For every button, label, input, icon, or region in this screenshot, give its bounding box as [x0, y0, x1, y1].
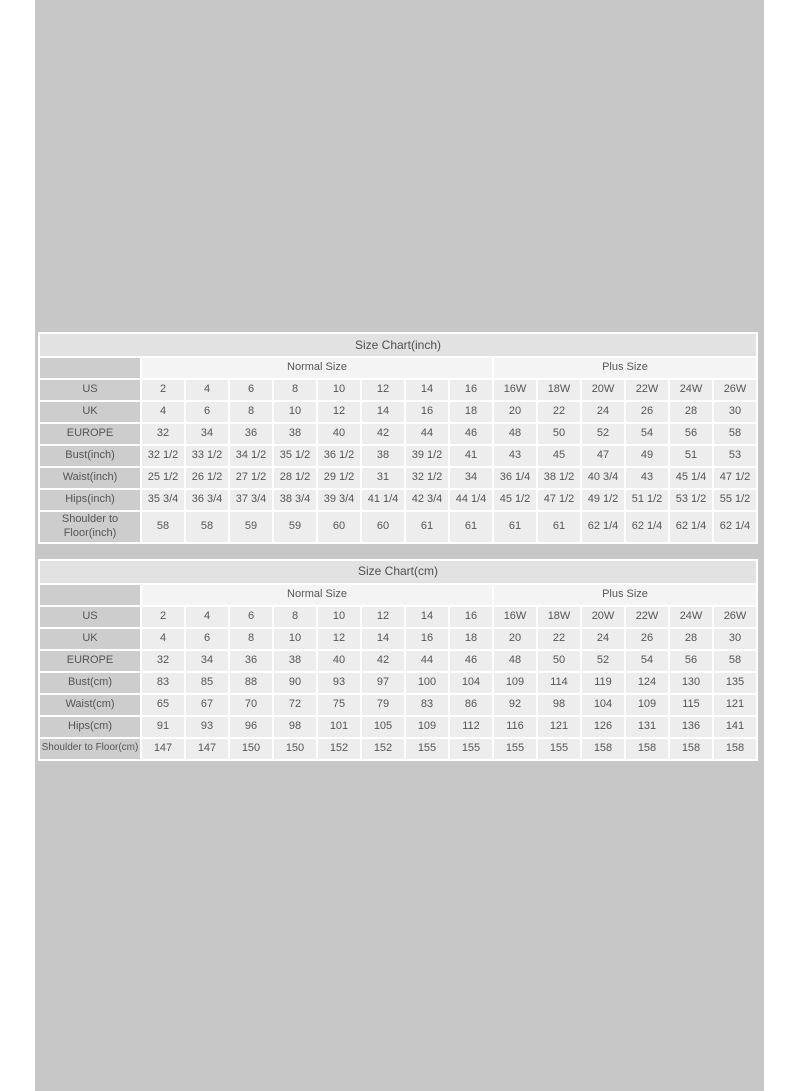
table-row [40, 607, 756, 627]
size-value-cell: 98 [274, 717, 316, 737]
size-value-cell: 14 [406, 607, 448, 627]
size-value-cell: 32 [142, 651, 184, 671]
size-value-cell: 32 1/2 [406, 468, 448, 488]
row-label: Hips(cm) [40, 717, 140, 737]
size-value-cell: 4 [142, 402, 184, 422]
size-value-cell: 10 [274, 402, 316, 422]
group-header-row [40, 585, 756, 605]
size-value-cell: 26W [714, 607, 756, 627]
size-value-cell: 16 [406, 629, 448, 649]
table-title-row [40, 561, 756, 583]
size-value-cell: 34 1/2 [230, 446, 272, 466]
size-value-cell: 18 [450, 402, 492, 422]
size-value-cell: 150 [230, 739, 272, 759]
size-value-cell: 18W [538, 380, 580, 400]
size-value-cell: 47 [582, 446, 624, 466]
size-value-cell: 92 [494, 695, 536, 715]
size-value-cell: 60 [362, 512, 404, 542]
size-value-cell: 50 [538, 651, 580, 671]
size-value-cell: 36 1/4 [494, 468, 536, 488]
size-value-cell: 14 [362, 629, 404, 649]
size-value-cell: 116 [494, 717, 536, 737]
group-header: Plus Size [494, 358, 756, 378]
size-charts-area [38, 332, 758, 761]
size-value-cell: 30 [714, 402, 756, 422]
size-value-cell: 52 [582, 424, 624, 444]
size-value-cell: 32 1/2 [142, 446, 184, 466]
size-value-cell: 100 [406, 673, 448, 693]
group-header: Plus Size [494, 585, 756, 605]
size-value-cell: 34 [186, 651, 228, 671]
size-value-cell: 55 1/2 [714, 490, 756, 510]
size-value-cell: 36 [230, 424, 272, 444]
size-value-cell: 152 [318, 739, 360, 759]
size-value-cell: 25 1/2 [142, 468, 184, 488]
table-title-row [40, 334, 756, 356]
size-value-cell: 52 [582, 651, 624, 671]
size-value-cell: 39 1/2 [406, 446, 448, 466]
size-value-cell: 16W [494, 607, 536, 627]
size-value-cell: 72 [274, 695, 316, 715]
table-row [40, 490, 756, 510]
size-value-cell: 46 [450, 651, 492, 671]
size-value-cell: 38 [362, 446, 404, 466]
size-value-cell: 46 [450, 424, 492, 444]
size-value-cell: 16 [406, 402, 448, 422]
size-value-cell: 18W [538, 607, 580, 627]
size-value-cell: 14 [406, 380, 448, 400]
row-label: Bust(cm) [40, 673, 140, 693]
size-value-cell: 20W [582, 607, 624, 627]
size-value-cell: 40 [318, 651, 360, 671]
size-value-cell: 62 1/4 [582, 512, 624, 542]
size-value-cell: 121 [714, 695, 756, 715]
size-value-cell: 155 [494, 739, 536, 759]
size-value-cell: 44 [406, 651, 448, 671]
size-value-cell: 58 [142, 512, 184, 542]
size-value-cell: 97 [362, 673, 404, 693]
size-value-cell: 20 [494, 402, 536, 422]
table-row [40, 739, 756, 759]
size-value-cell: 50 [538, 424, 580, 444]
size-value-cell: 44 1/4 [450, 490, 492, 510]
size-value-cell: 119 [582, 673, 624, 693]
size-value-cell: 109 [494, 673, 536, 693]
size-value-cell: 147 [186, 739, 228, 759]
group-header-row [40, 358, 756, 378]
size-value-cell: 31 [362, 468, 404, 488]
size-value-cell: 10 [274, 629, 316, 649]
size-value-cell: 22 [538, 402, 580, 422]
size-value-cell: 28 1/2 [274, 468, 316, 488]
size-value-cell: 88 [230, 673, 272, 693]
group-header: Normal Size [142, 585, 492, 605]
size-value-cell: 150 [274, 739, 316, 759]
size-value-cell: 16W [494, 380, 536, 400]
corner-cell [40, 358, 140, 378]
size-value-cell: 62 1/4 [670, 512, 712, 542]
corner-cell [40, 585, 140, 605]
row-label: Waist(inch) [40, 468, 140, 488]
size-value-cell: 62 1/4 [714, 512, 756, 542]
size-value-cell: 24W [670, 380, 712, 400]
size-value-cell: 109 [406, 717, 448, 737]
size-value-cell: 53 [714, 446, 756, 466]
size-value-cell: 26 1/2 [186, 468, 228, 488]
size-value-cell: 20 [494, 629, 536, 649]
size-value-cell: 47 1/2 [538, 490, 580, 510]
size-value-cell: 61 [450, 512, 492, 542]
size-value-cell: 61 [494, 512, 536, 542]
size-value-cell: 158 [582, 739, 624, 759]
size-value-cell: 38 [274, 424, 316, 444]
size-value-cell: 136 [670, 717, 712, 737]
table-row [40, 380, 756, 400]
size-value-cell: 126 [582, 717, 624, 737]
size-value-cell: 86 [450, 695, 492, 715]
size-value-cell: 12 [362, 380, 404, 400]
size-value-cell: 53 1/2 [670, 490, 712, 510]
row-label: Shoulder to Floor(inch) [40, 512, 140, 542]
size-chart-inch-table [38, 332, 758, 544]
size-value-cell: 70 [230, 695, 272, 715]
size-value-cell: 93 [318, 673, 360, 693]
size-value-cell: 152 [362, 739, 404, 759]
size-value-cell: 79 [362, 695, 404, 715]
size-value-cell: 26 [626, 402, 668, 422]
size-value-cell: 51 1/2 [626, 490, 668, 510]
size-value-cell: 58 [714, 651, 756, 671]
size-value-cell: 75 [318, 695, 360, 715]
size-value-cell: 42 [362, 424, 404, 444]
table-row [40, 629, 756, 649]
table-row [40, 468, 756, 488]
size-value-cell: 33 1/2 [186, 446, 228, 466]
size-value-cell: 67 [186, 695, 228, 715]
size-value-cell: 6 [230, 380, 272, 400]
row-label: Bust(inch) [40, 446, 140, 466]
size-value-cell: 29 1/2 [318, 468, 360, 488]
size-value-cell: 20W [582, 380, 624, 400]
size-value-cell: 37 3/4 [230, 490, 272, 510]
size-value-cell: 22W [626, 380, 668, 400]
size-value-cell: 83 [406, 695, 448, 715]
size-value-cell: 8 [274, 380, 316, 400]
size-value-cell: 135 [714, 673, 756, 693]
size-value-cell: 115 [670, 695, 712, 715]
table-row [40, 673, 756, 693]
size-value-cell: 6 [186, 629, 228, 649]
row-label: Hips(inch) [40, 490, 140, 510]
size-value-cell: 8 [230, 629, 272, 649]
table-row [40, 695, 756, 715]
size-value-cell: 16 [450, 607, 492, 627]
size-value-cell: 101 [318, 717, 360, 737]
size-value-cell: 51 [670, 446, 712, 466]
size-value-cell: 35 1/2 [274, 446, 316, 466]
size-value-cell: 112 [450, 717, 492, 737]
size-value-cell: 34 [450, 468, 492, 488]
size-value-cell: 12 [318, 402, 360, 422]
size-value-cell: 155 [538, 739, 580, 759]
size-value-cell: 124 [626, 673, 668, 693]
size-value-cell: 104 [450, 673, 492, 693]
size-value-cell: 10 [318, 380, 360, 400]
size-value-cell: 43 [626, 468, 668, 488]
size-value-cell: 42 [362, 651, 404, 671]
size-value-cell: 42 3/4 [406, 490, 448, 510]
table-title: Size Chart(cm) [40, 561, 756, 583]
size-value-cell: 36 1/2 [318, 446, 360, 466]
size-value-cell: 12 [318, 629, 360, 649]
size-value-cell: 59 [274, 512, 316, 542]
size-value-cell: 48 [494, 424, 536, 444]
size-value-cell: 104 [582, 695, 624, 715]
size-value-cell: 109 [626, 695, 668, 715]
size-value-cell: 56 [670, 651, 712, 671]
size-value-cell: 130 [670, 673, 712, 693]
size-value-cell: 54 [626, 424, 668, 444]
size-value-cell: 147 [142, 739, 184, 759]
size-value-cell: 155 [450, 739, 492, 759]
size-value-cell: 45 [538, 446, 580, 466]
size-value-cell: 8 [230, 402, 272, 422]
size-value-cell: 131 [626, 717, 668, 737]
size-value-cell: 41 1/4 [362, 490, 404, 510]
row-label: UK [40, 629, 140, 649]
size-value-cell: 114 [538, 673, 580, 693]
row-label: EUROPE [40, 424, 140, 444]
size-value-cell: 22W [626, 607, 668, 627]
size-value-cell: 24 [582, 402, 624, 422]
size-value-cell: 65 [142, 695, 184, 715]
size-value-cell: 6 [186, 402, 228, 422]
size-value-cell: 38 3/4 [274, 490, 316, 510]
table-row [40, 446, 756, 466]
size-value-cell: 59 [230, 512, 272, 542]
size-value-cell: 40 [318, 424, 360, 444]
size-value-cell: 34 [186, 424, 228, 444]
size-chart-cm-table [38, 559, 758, 761]
size-value-cell: 6 [230, 607, 272, 627]
row-label: UK [40, 402, 140, 422]
size-value-cell: 58 [186, 512, 228, 542]
size-value-cell: 12 [362, 607, 404, 627]
size-value-cell: 24W [670, 607, 712, 627]
row-label: EUROPE [40, 651, 140, 671]
size-value-cell: 61 [538, 512, 580, 542]
table-row [40, 402, 756, 422]
size-value-cell: 83 [142, 673, 184, 693]
size-value-cell: 8 [274, 607, 316, 627]
size-value-cell: 30 [714, 629, 756, 649]
size-value-cell: 62 1/4 [626, 512, 668, 542]
size-value-cell: 158 [714, 739, 756, 759]
row-label: Shoulder to Floor(cm) [40, 739, 140, 759]
size-value-cell: 18 [450, 629, 492, 649]
row-label: US [40, 607, 140, 627]
table-row [40, 424, 756, 444]
size-value-cell: 40 3/4 [582, 468, 624, 488]
size-value-cell: 58 [714, 424, 756, 444]
size-value-cell: 141 [714, 717, 756, 737]
row-label: Waist(cm) [40, 695, 140, 715]
size-value-cell: 93 [186, 717, 228, 737]
size-value-cell: 36 [230, 651, 272, 671]
table-title: Size Chart(inch) [40, 334, 756, 356]
size-value-cell: 44 [406, 424, 448, 444]
table-row [40, 651, 756, 671]
size-value-cell: 16 [450, 380, 492, 400]
size-value-cell: 121 [538, 717, 580, 737]
size-value-cell: 54 [626, 651, 668, 671]
size-value-cell: 28 [670, 402, 712, 422]
size-value-cell: 2 [142, 607, 184, 627]
size-value-cell: 98 [538, 695, 580, 715]
size-value-cell: 49 1/2 [582, 490, 624, 510]
product-image-background [35, 0, 764, 1091]
size-value-cell: 32 [142, 424, 184, 444]
size-value-cell: 48 [494, 651, 536, 671]
size-value-cell: 4 [186, 380, 228, 400]
size-value-cell: 158 [670, 739, 712, 759]
size-value-cell: 105 [362, 717, 404, 737]
size-value-cell: 39 3/4 [318, 490, 360, 510]
size-value-cell: 28 [670, 629, 712, 649]
size-value-cell: 2 [142, 380, 184, 400]
size-value-cell: 47 1/2 [714, 468, 756, 488]
size-value-cell: 155 [406, 739, 448, 759]
size-value-cell: 36 3/4 [186, 490, 228, 510]
size-value-cell: 56 [670, 424, 712, 444]
size-value-cell: 60 [318, 512, 360, 542]
size-value-cell: 26 [626, 629, 668, 649]
size-value-cell: 45 1/2 [494, 490, 536, 510]
size-value-cell: 14 [362, 402, 404, 422]
size-value-cell: 43 [494, 446, 536, 466]
size-value-cell: 41 [450, 446, 492, 466]
group-header: Normal Size [142, 358, 492, 378]
size-value-cell: 49 [626, 446, 668, 466]
size-value-cell: 158 [626, 739, 668, 759]
size-value-cell: 4 [142, 629, 184, 649]
size-value-cell: 45 1/4 [670, 468, 712, 488]
size-value-cell: 90 [274, 673, 316, 693]
size-value-cell: 35 3/4 [142, 490, 184, 510]
size-value-cell: 85 [186, 673, 228, 693]
size-value-cell: 27 1/2 [230, 468, 272, 488]
row-label: US [40, 380, 140, 400]
size-value-cell: 22 [538, 629, 580, 649]
size-value-cell: 10 [318, 607, 360, 627]
table-row [40, 717, 756, 737]
table-row [40, 512, 756, 542]
size-value-cell: 91 [142, 717, 184, 737]
size-value-cell: 26W [714, 380, 756, 400]
size-value-cell: 61 [406, 512, 448, 542]
size-value-cell: 24 [582, 629, 624, 649]
size-value-cell: 96 [230, 717, 272, 737]
size-value-cell: 38 1/2 [538, 468, 580, 488]
size-value-cell: 4 [186, 607, 228, 627]
size-value-cell: 38 [274, 651, 316, 671]
